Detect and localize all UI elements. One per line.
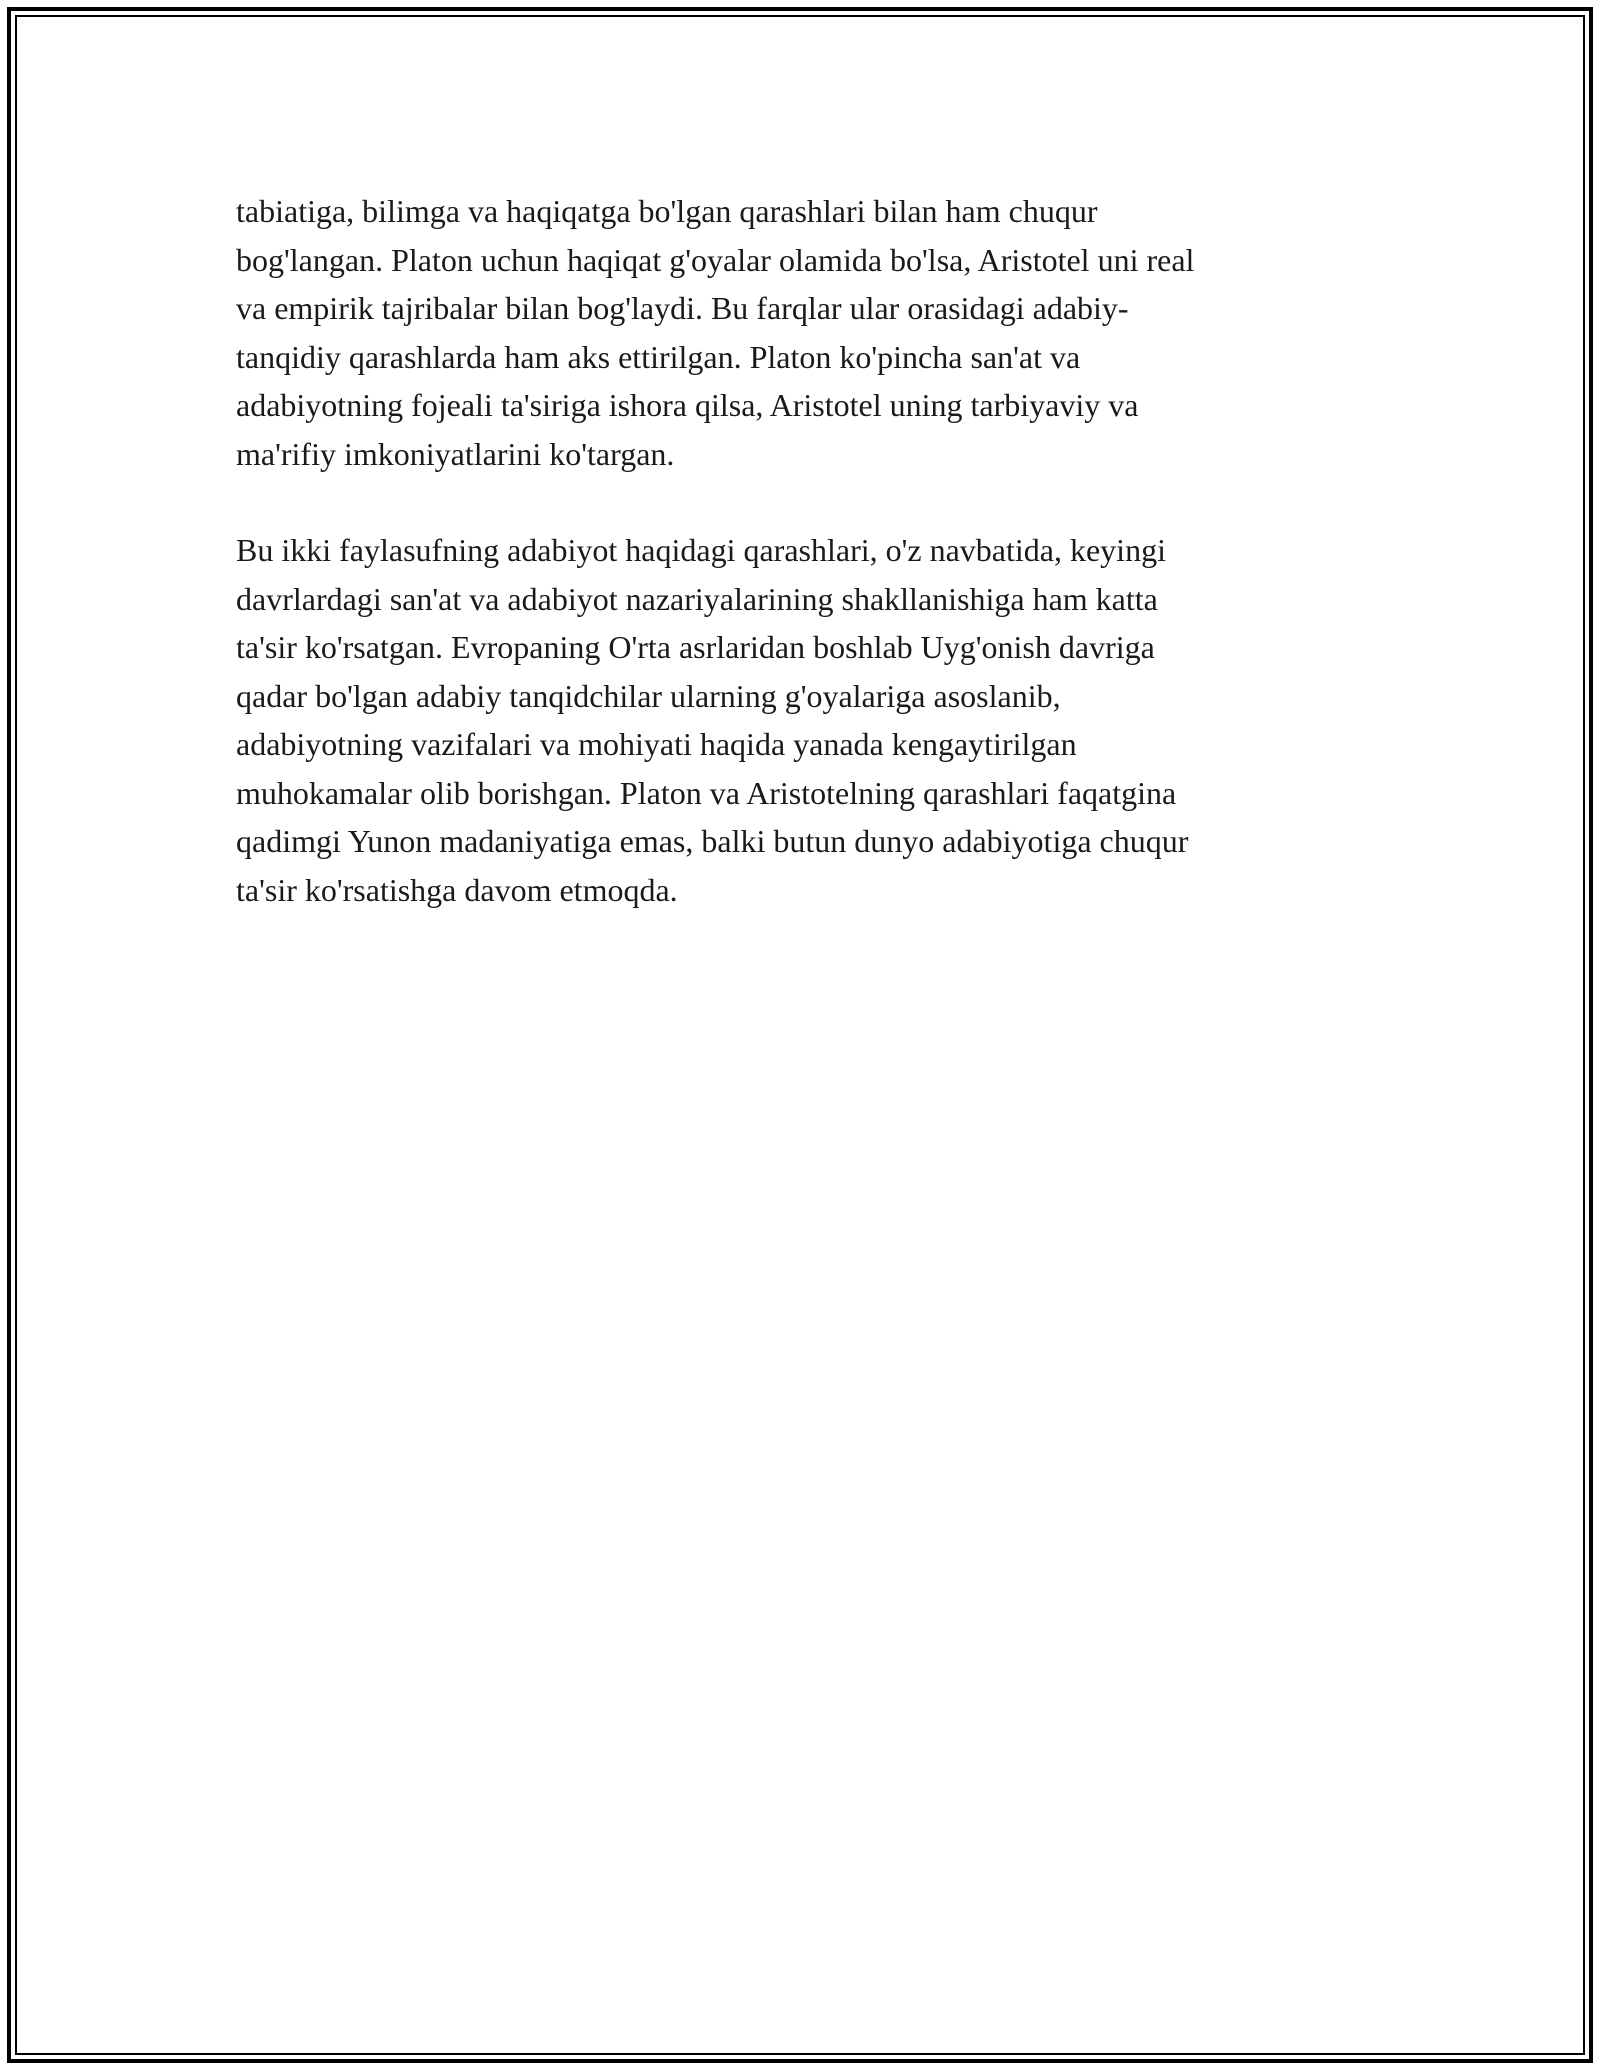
text-line: ta'sir ko'rsatishga davom etmoqda. xyxy=(236,871,678,908)
paragraph-2 xyxy=(236,526,1356,914)
text-line: adabiyotning vazifalari va mohiyati haqida yanada kengaytirilgan xyxy=(236,726,1077,762)
text-line: ma'rifiy imkoniyatlarini ko'targan. xyxy=(236,435,675,472)
text-line: Bu ikki faylasufning adabiyot haqidagi qarashlari, o'z navbatida, keyingi xyxy=(236,532,1166,568)
text-line: ta'sir ko'rsatgan. Evropaning O'rta asrlaridan boshlab Uyg'onish davriga xyxy=(236,629,1155,665)
text-line: tanqidiy qarashlarda ham aks ettirilgan. Platon ko'pincha san'at va xyxy=(236,338,1081,375)
text-line: qadimgi Yunon madaniyatiga emas, balki butun dunyo adabiyotiga chuqur xyxy=(236,823,1189,859)
text-line: muhokamalar olib borishgan. Platon va Aristotelning qarashlari faqatgina xyxy=(236,774,1177,811)
text-line: adabiyotning fojeali ta'siriga ishora qilsa, Aristotel uning tarbiyaviy va xyxy=(236,387,1139,423)
text-line: bog'langan. Platon uchun haqiqat g'oyalar olamida bo'lsa, Aristotel uni real xyxy=(236,241,1195,278)
text-line: tabiatiga, bilimga va haqiqatga bo'lgan qarashlari bilan ham chuqur xyxy=(236,193,1098,229)
document-body xyxy=(236,187,1356,914)
text-line: qadar bo'lgan adabiy tanqidchilar ularning g'oyalariga asoslanib, xyxy=(236,677,1061,714)
text-line: davrlardagi san'at va adabiyot nazariyalarining shakllanishiga ham katta xyxy=(236,580,1158,617)
paragraph-1 xyxy=(236,187,1356,478)
text-line: va empirik tajribalar bilan bog'laydi. Bu farqlar ular orasidagi adabiy- xyxy=(236,290,1129,326)
